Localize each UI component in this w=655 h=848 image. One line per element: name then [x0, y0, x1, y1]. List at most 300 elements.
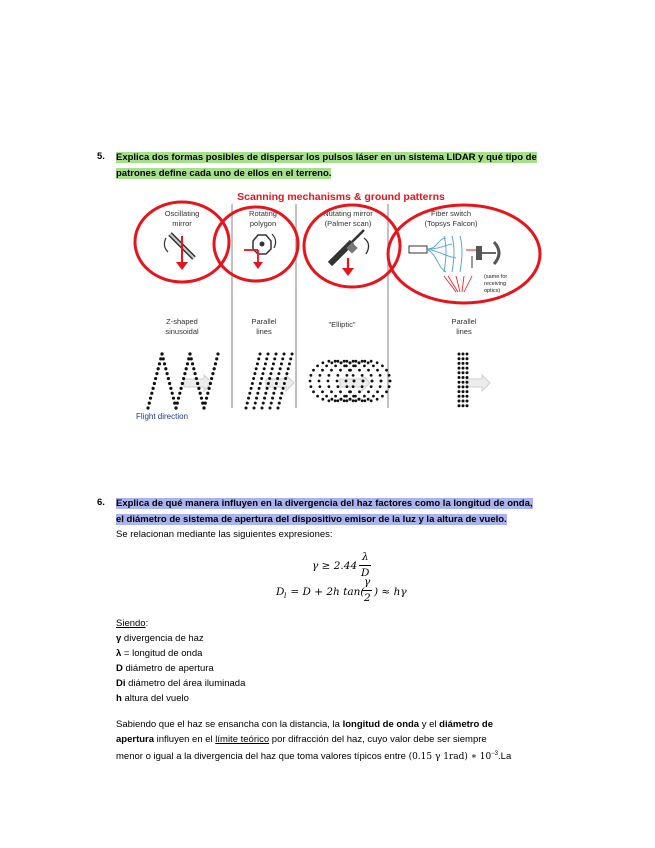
pattern-dot: [200, 397, 203, 400]
pattern-dot: [466, 353, 469, 356]
definition-item: [116, 661, 245, 676]
pattern-dot: [261, 407, 264, 410]
pattern-dot: [367, 398, 370, 401]
pattern-dot: [246, 402, 249, 405]
pattern-dot: [458, 404, 461, 407]
pattern-dot: [266, 387, 269, 390]
paragraph-exponent: −3: [491, 751, 499, 757]
pattern-dot: [273, 357, 276, 360]
pattern-dot: [363, 364, 366, 367]
pattern-dot: [462, 404, 465, 407]
pattern-dot: [458, 385, 461, 388]
pattern-dot: [177, 397, 180, 400]
pattern-dot: [352, 364, 355, 367]
pattern-dot: [253, 407, 256, 410]
pattern-dot: [361, 399, 364, 402]
pattern-dot: [466, 400, 469, 403]
pattern-dot: [458, 381, 461, 384]
pattern-dot: [281, 357, 284, 360]
pattern-dot: [259, 382, 262, 385]
pattern-dot: [334, 399, 337, 402]
pattern-dot: [253, 372, 256, 375]
mechanism-4-label-line-1: Fiber switch: [430, 209, 472, 218]
pattern-dot: [318, 380, 321, 383]
pattern-dot: [279, 397, 282, 400]
pattern-dot: [167, 377, 170, 380]
pattern-dot: [458, 395, 461, 398]
pattern-dot: [345, 374, 348, 377]
pattern-dot: [267, 353, 270, 356]
pattern-dot: [146, 406, 149, 409]
pattern-dot: [291, 353, 294, 356]
pattern-dot: [358, 390, 361, 393]
mechanism-3-label-line-1: Nutating mirror: [323, 209, 373, 218]
pattern-dot: [158, 362, 161, 365]
pattern-dot: [388, 374, 391, 377]
pattern-dot: [252, 377, 255, 380]
pattern-dot: [363, 360, 366, 363]
pattern-dot: [389, 380, 392, 383]
pattern-dot: [204, 401, 207, 404]
pattern-dot: [363, 399, 366, 402]
question-6-text: [116, 496, 576, 527]
pattern-dot: [176, 401, 179, 404]
pattern-dot: [205, 397, 208, 400]
pattern-dot: [327, 385, 330, 388]
pattern-dot: [458, 357, 461, 360]
pattern-dot: [321, 369, 324, 372]
pattern-dot: [207, 387, 210, 390]
mechanism-4-label-line-2: (Topsys Falcon): [424, 219, 478, 228]
pattern-dot: [462, 362, 465, 365]
definition-text: = longitud de onda: [121, 648, 203, 659]
pattern-dot: [343, 399, 346, 402]
pattern-dot: [162, 357, 165, 360]
pattern-dot: [462, 367, 465, 370]
definition-text: divergencia de haz: [121, 633, 204, 644]
pattern-dot: [343, 395, 346, 398]
pattern-dot: [330, 361, 333, 364]
pattern-dot: [278, 402, 281, 405]
formula-1-numerator: λ: [362, 551, 369, 563]
formula-2-middle: = D + 2h tan(: [287, 586, 365, 598]
pattern-dot: [462, 357, 465, 360]
definition-text: diámetro del área iluminada: [125, 678, 246, 689]
pattern-dot: [362, 380, 365, 383]
pattern-dot: [466, 362, 469, 365]
pattern-dot: [258, 387, 261, 390]
definition-symbol: Di: [116, 678, 126, 689]
pattern-dot: [339, 369, 342, 372]
definition-symbol: h: [116, 693, 122, 704]
formula-1-fraction-bar: [359, 565, 371, 566]
definition-item: [116, 676, 245, 691]
pattern-dot: [345, 380, 348, 383]
fiber-note-line-1: (same for: [484, 274, 508, 280]
pattern-dot: [251, 382, 254, 385]
pattern-dot: [380, 380, 383, 383]
pattern-dot: [247, 397, 250, 400]
fiber-note-line-3: optics): [484, 288, 501, 294]
pattern-dot: [318, 374, 321, 377]
pattern-dot: [339, 398, 342, 401]
pattern-dot: [458, 353, 461, 356]
pattern-dot: [168, 382, 171, 385]
pattern-dot: [321, 390, 324, 393]
paragraph-text: por difracción del haz, cuyo valor debe ser siempre: [269, 734, 487, 745]
pattern-dot: [379, 374, 382, 377]
pattern-dot: [325, 364, 328, 367]
oscillating-mirror-icon: [164, 234, 194, 270]
pattern-dot: [309, 380, 312, 383]
mechanism-2-label-line-1: Rotating: [249, 209, 277, 218]
pattern-dot: [279, 367, 282, 370]
paragraph-line-3: [116, 747, 566, 765]
pattern-dot: [195, 377, 198, 380]
pattern-dot: [283, 353, 286, 356]
definition-symbol: λ: [116, 648, 122, 659]
expressions-intro: Se relacionan mediante las siguientes expresiones:: [116, 529, 333, 540]
fiber-note-line-2: receiving: [484, 281, 507, 287]
pattern-dot: [160, 352, 163, 355]
pattern-dot: [312, 390, 315, 393]
pattern-dot: [466, 376, 469, 379]
paragraph-math: (0.15 γ 1rad) ∗ 10: [408, 752, 492, 763]
pattern-dot: [254, 402, 257, 405]
siendo-colon: :: [145, 618, 149, 629]
pattern-dot: [357, 398, 360, 401]
pattern-3-label-line-1: "Elliptic": [328, 320, 356, 329]
pattern-dot: [275, 353, 278, 356]
pattern-dot: [197, 387, 200, 390]
formula-2-fraction-denominator: 2: [364, 592, 371, 604]
pattern-dot: [361, 385, 364, 388]
pattern-dot: [270, 402, 273, 405]
pattern-dot: [164, 367, 167, 370]
pattern-dot: [334, 364, 337, 367]
pattern-dot: [376, 361, 379, 364]
pattern-4-label-line-2: lines: [456, 327, 472, 336]
pattern-dot: [334, 360, 337, 363]
formula-2-left: D: [276, 586, 285, 598]
pattern-dot: [327, 399, 330, 402]
pattern-dot: [466, 390, 469, 393]
pattern-dot: [370, 360, 373, 363]
pattern-dot: [367, 369, 370, 372]
pattern-dot: [188, 352, 191, 355]
pattern-dot: [379, 385, 382, 388]
pattern-dot: [277, 407, 280, 410]
paragraph-line-1: [116, 717, 566, 732]
pattern-dot: [354, 399, 357, 402]
pattern-dot: [275, 382, 278, 385]
pattern-dot: [357, 361, 360, 364]
pattern-dot: [186, 362, 189, 365]
definition-symbol: D: [116, 663, 123, 674]
pattern-dot: [271, 397, 274, 400]
pattern-dot: [181, 382, 184, 385]
pattern-dot: [345, 385, 348, 388]
mechanism-3-label-line-2: (Palmer scan): [324, 219, 372, 228]
formula-2-fraction-bar: [362, 590, 372, 591]
pattern-dot: [353, 380, 356, 383]
pattern-dot: [163, 362, 166, 365]
pattern-dot: [330, 369, 333, 372]
pattern-dot: [336, 380, 339, 383]
pattern-dot: [267, 382, 270, 385]
pattern-dot: [272, 362, 275, 365]
pattern-dot: [263, 397, 266, 400]
pattern-dot: [458, 400, 461, 403]
flight-direction-label: Flight direction: [136, 412, 189, 421]
pattern-dot: [179, 387, 182, 390]
pattern-dot: [352, 399, 355, 402]
pattern-dot: [272, 392, 275, 395]
pattern-1-label-line-2: sinusoidal: [165, 327, 199, 336]
definition-item: [116, 691, 245, 706]
pattern-dot: [462, 390, 465, 393]
pattern-dot: [462, 400, 465, 403]
pattern-dot: [277, 372, 280, 375]
pattern-dot: [370, 399, 373, 402]
pattern-dot: [327, 374, 330, 377]
pattern-dot: [466, 357, 469, 360]
pattern-dot: [381, 364, 384, 367]
explanation-paragraph: [116, 717, 566, 765]
pattern-dot: [462, 381, 465, 384]
pattern-dot: [321, 361, 324, 364]
pattern-dot: [348, 398, 351, 401]
pattern-dot: [255, 367, 258, 370]
pattern-dot: [385, 369, 388, 372]
pattern-dot: [345, 399, 348, 402]
pattern-dot: [248, 392, 251, 395]
pattern-dot: [256, 362, 259, 365]
pattern-dot: [462, 371, 465, 374]
pattern-dot: [327, 360, 330, 363]
definition-list: [116, 631, 245, 706]
question-5-text: [116, 150, 576, 181]
pattern-dot: [150, 392, 153, 395]
pattern-dot: [271, 367, 274, 370]
pattern-dot: [376, 398, 379, 401]
pattern-dot: [352, 360, 355, 363]
formula-2-right: ) ≈ hγ: [374, 586, 407, 598]
pattern-dot: [154, 377, 157, 380]
pattern-dot: [348, 361, 351, 364]
pattern-dot: [372, 395, 375, 398]
question-6-line-2: el diámetro de sistema de apertura del dispositivo emisor de la luz y la altura de vuelo.: [116, 513, 507, 525]
pattern-dot: [318, 385, 321, 388]
pattern-dot: [336, 399, 339, 402]
pattern-dot: [245, 407, 248, 410]
pattern-dot: [280, 392, 283, 395]
pattern-dot: [330, 390, 333, 393]
pattern-dot: [370, 385, 373, 388]
pattern-dot: [214, 362, 217, 365]
pattern-dot: [149, 397, 152, 400]
formula-2: [276, 578, 446, 612]
pattern-dot: [343, 364, 346, 367]
pattern-dot: [458, 376, 461, 379]
pattern-dot: [259, 353, 262, 356]
pattern-dot: [466, 385, 469, 388]
pattern-dot: [255, 397, 258, 400]
pattern-dot: [213, 367, 216, 370]
pattern-dot: [269, 407, 272, 410]
pattern-dot: [381, 395, 384, 398]
pattern-dot: [316, 395, 319, 398]
pattern-dot: [462, 385, 465, 388]
pattern-dot: [178, 392, 181, 395]
pattern-dot: [210, 377, 213, 380]
pattern-dot: [276, 377, 279, 380]
pattern-dot: [336, 374, 339, 377]
pattern-dot: [257, 357, 260, 360]
pattern-dot: [287, 367, 290, 370]
pattern-dot: [327, 380, 330, 383]
siendo-heading: [116, 616, 148, 631]
pattern-dot: [274, 387, 277, 390]
pattern-dot: [260, 377, 263, 380]
paragraph-underlined: límite teórico: [215, 734, 270, 745]
pattern-dot: [174, 406, 177, 409]
pattern-dot: [155, 372, 158, 375]
pattern-dot: [182, 377, 185, 380]
pattern-1-label-line-1: Z-shaped: [166, 317, 198, 326]
paragraph-text: influyen en el: [154, 734, 216, 745]
pattern-dot: [264, 362, 267, 365]
pattern-dot: [169, 387, 172, 390]
pattern-dot: [185, 367, 188, 370]
pattern-dot: [339, 361, 342, 364]
mechanism-2-label-line-2: polygon: [249, 219, 277, 228]
pattern-dot: [376, 390, 379, 393]
pattern-dot: [285, 372, 288, 375]
definition-symbol: γ: [116, 633, 122, 644]
pattern-dot: [466, 404, 469, 407]
pattern-dot: [466, 381, 469, 384]
pattern-dot: [345, 360, 348, 363]
formula-2-subscript: l: [284, 591, 287, 600]
pattern-dot: [153, 382, 156, 385]
formula-1-denominator: D: [361, 567, 370, 579]
pattern-dot: [199, 392, 202, 395]
pattern-dot: [215, 357, 218, 360]
pattern-dot: [462, 395, 465, 398]
pattern-dot: [192, 367, 195, 370]
pattern-dot: [202, 406, 205, 409]
pattern-dot: [265, 357, 268, 360]
pattern-4-label-line-1: Parallel: [451, 317, 477, 326]
pattern-dot: [283, 382, 286, 385]
question-6-number: 6.: [97, 497, 105, 508]
pattern-dot: [466, 371, 469, 374]
pattern-dot: [330, 398, 333, 401]
pattern-dot: [211, 372, 214, 375]
pattern-dot: [352, 374, 355, 377]
pattern-dot: [371, 380, 374, 383]
rotating-polygon-icon: [244, 234, 276, 269]
pattern-dot: [336, 360, 339, 363]
paragraph-bold: longitud de onda: [342, 719, 420, 730]
paragraph-line-2: [116, 732, 566, 747]
pattern-dot: [171, 392, 174, 395]
pattern-dot: [172, 397, 175, 400]
pattern-dot: [280, 362, 283, 365]
pattern-dot: [309, 374, 312, 377]
pattern-dot: [376, 369, 379, 372]
formula-2-fraction-numerator: γ: [364, 576, 371, 588]
pattern-dot: [385, 390, 388, 393]
pattern-dot: [361, 374, 364, 377]
pattern-dot: [264, 392, 267, 395]
scanning-mechanisms-figure: [126, 186, 546, 426]
definition-text: diámetro de apertura: [122, 663, 214, 674]
pattern-dot: [289, 357, 292, 360]
question-5-number: 5.: [97, 151, 105, 162]
pattern-dot: [352, 395, 355, 398]
pattern-dot: [148, 401, 151, 404]
pattern-dot: [282, 387, 285, 390]
pattern-dot: [250, 387, 253, 390]
pattern-dot: [157, 367, 160, 370]
siendo-title: Siendo: [116, 618, 146, 629]
paragraph-text: menor o igual a la divergencia del haz que toma valores típicos entre: [116, 751, 409, 763]
pattern-dot: [256, 392, 259, 395]
pattern-dot: [190, 357, 193, 360]
paragraph-text: y el: [419, 719, 440, 730]
pattern-dot: [196, 382, 199, 385]
question-5-line-1: Explica dos formas posibles de dispersar los pulsos láser en un sistema LIDAR y qué tipo de: [116, 152, 537, 163]
pattern-dot: [183, 372, 186, 375]
pattern-dot: [348, 369, 351, 372]
pattern-dot: [263, 367, 266, 370]
pattern-dot: [458, 362, 461, 365]
pattern-dot: [367, 361, 370, 364]
pattern-dot: [370, 374, 373, 377]
pattern-2-label-line-2: lines: [256, 327, 272, 336]
pattern-dot: [343, 360, 346, 363]
pattern-dot: [462, 353, 465, 356]
flight-arrow-icon: [184, 375, 490, 391]
pattern-dot: [268, 377, 271, 380]
question-5-line-2: patrones define cada uno de ellos en el terreno.: [116, 167, 332, 179]
question-6-line-1: Explica de qué manera influyen en la divergencia del haz factores como la longitud de onda,: [116, 498, 533, 509]
paragraph-text: .La: [498, 751, 512, 763]
pattern-dot: [309, 385, 312, 388]
pattern-dot: [363, 395, 366, 398]
definition-item: [116, 646, 245, 661]
pattern-2-label-line-1: Parallel: [251, 317, 277, 326]
pattern-dot: [352, 385, 355, 388]
pattern-dot: [336, 385, 339, 388]
pattern-dot: [367, 390, 370, 393]
pattern-dot: [462, 376, 465, 379]
pattern-dot: [191, 362, 194, 365]
pattern-dot: [321, 398, 324, 401]
figure-title: Scanning mechanisms & ground patterns: [237, 191, 445, 203]
pattern-dot: [269, 372, 272, 375]
pattern-dot: [165, 372, 168, 375]
pattern-dot: [316, 364, 319, 367]
nutating-mirror-icon: [330, 230, 369, 276]
pattern-dot: [334, 395, 337, 398]
pattern-dot: [358, 369, 361, 372]
pattern-dot: [209, 382, 212, 385]
pattern-dot: [372, 364, 375, 367]
pattern-dot: [206, 392, 209, 395]
